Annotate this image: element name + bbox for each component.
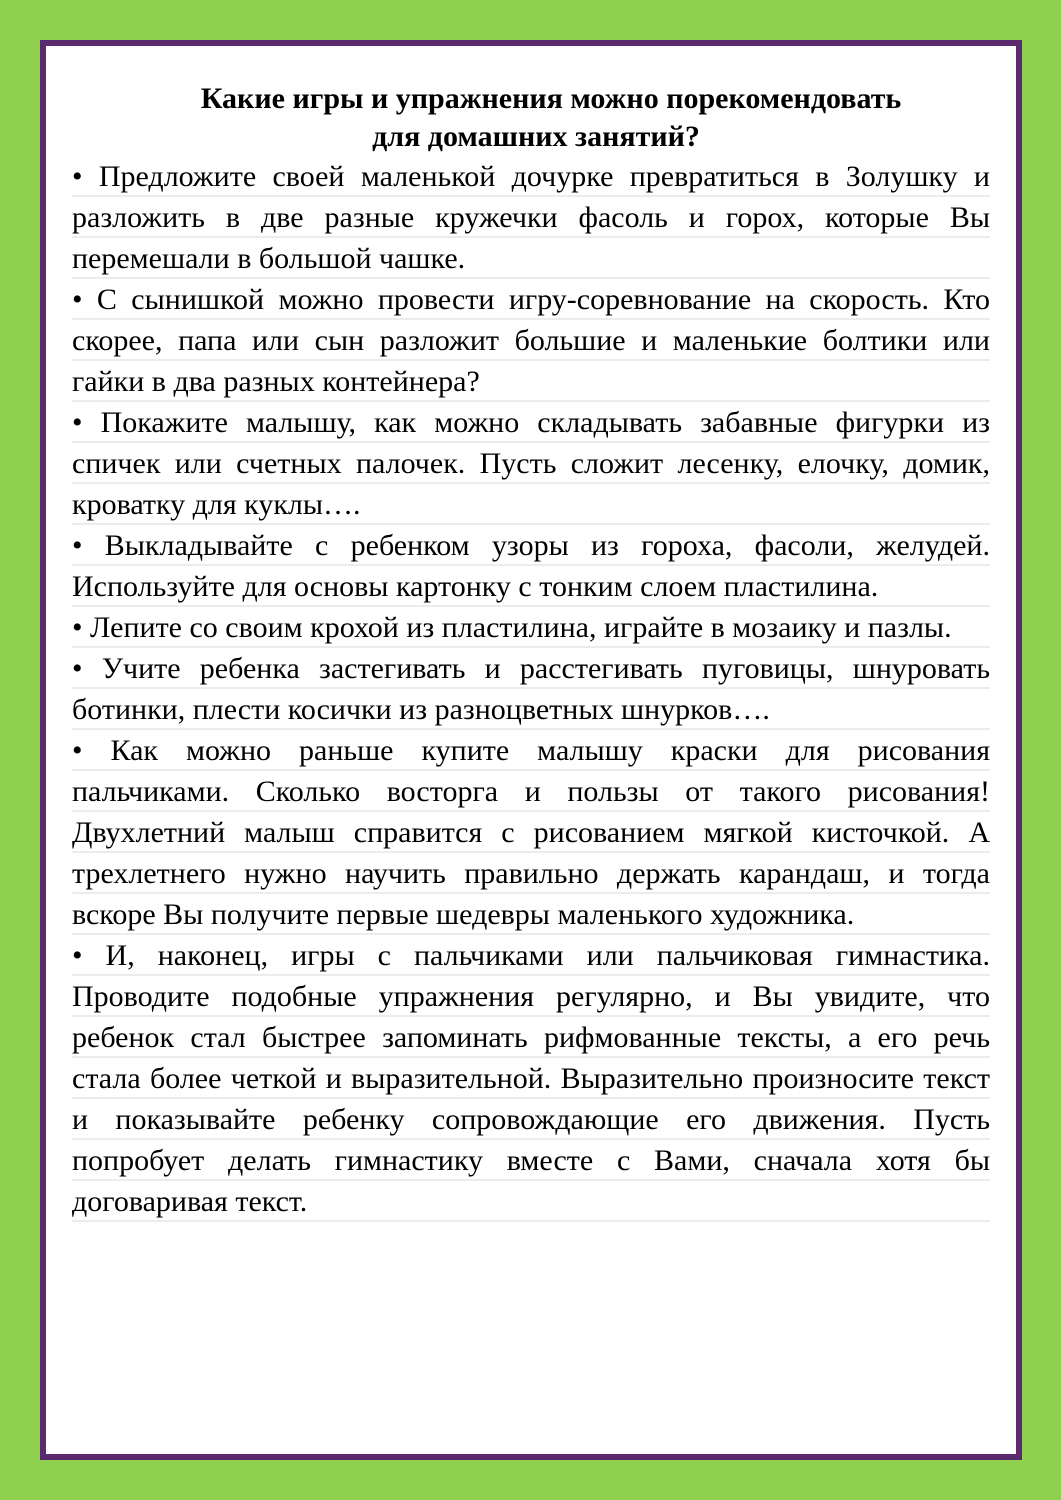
spiral-ornament-icon: [46, 760, 60, 774]
spiral-ornament-icon: [515, 46, 529, 60]
spiral-ornament-icon: [834, 1438, 848, 1452]
spiral-ornament-icon: [465, 46, 479, 60]
spiral-ornament-icon: [1000, 428, 1014, 442]
spiral-ornament-icon: [331, 1438, 345, 1452]
paragraph: • Предложите своей маленькой дочурке превратиться в Золушку и разложить в две разные кружечки фасоль и горох, которые Вы перемешали в большой чашке.: [72, 156, 990, 279]
spiral-ornament-icon: [1000, 1125, 1014, 1139]
spiral-ornament-icon: [1000, 378, 1014, 392]
spiral-ornament-icon: [432, 1438, 446, 1452]
spiral-ornament-icon: [1000, 328, 1014, 342]
spiral-ornament-icon: [46, 975, 60, 989]
spiral-ornament-icon: [180, 1438, 194, 1452]
spiral-ornament-icon: [1000, 1423, 1014, 1437]
spiral-ornament-icon: [46, 195, 60, 209]
spiral-ornament-icon: [851, 46, 865, 60]
spiral-ornament-icon: [46, 677, 60, 691]
spiral-ornament-icon: [599, 1438, 613, 1452]
spiral-ornament-icon: [46, 843, 60, 857]
spiral-ornament-icon: [113, 1438, 127, 1452]
spiral-ornament-icon: [1000, 760, 1014, 774]
border-right-spirals: [1000, 46, 1016, 1454]
spiral-ornament-icon: [46, 793, 60, 807]
spiral-ornament-icon: [985, 1438, 999, 1452]
spiral-ornament-icon: [465, 1438, 479, 1452]
spiral-ornament-icon: [1000, 195, 1014, 209]
spiral-ornament-icon: [46, 345, 60, 359]
spiral-ornament-icon: [1000, 1307, 1014, 1321]
spiral-ornament-icon: [616, 46, 630, 60]
spiral-ornament-icon: [1000, 1340, 1014, 1354]
spiral-ornament-icon: [1000, 693, 1014, 707]
spiral-ornament-icon: [46, 876, 60, 890]
spiral-ornament-icon: [46, 162, 60, 176]
spiral-ornament-icon: [549, 46, 563, 60]
spiral-ornament-icon: [365, 46, 379, 60]
spiral-ornament-icon: [499, 46, 513, 60]
spiral-ornament-icon: [1000, 179, 1014, 193]
spiral-ornament-icon: [817, 1438, 831, 1452]
spiral-ornament-icon: [247, 46, 261, 60]
spiral-ornament-icon: [46, 129, 60, 143]
spiral-ornament-icon: [46, 179, 60, 193]
spiral-ornament-icon: [482, 46, 496, 60]
spiral-ornament-icon: [1000, 1274, 1014, 1288]
spiral-ornament-icon: [1000, 46, 1014, 60]
spiral-ornament-icon: [633, 46, 647, 60]
spiral-ornament-icon: [46, 1191, 60, 1205]
spiral-ornament-icon: [700, 1438, 714, 1452]
spiral-ornament-icon: [1000, 560, 1014, 574]
spiral-ornament-icon: [1000, 461, 1014, 475]
spiral-ornament-icon: [80, 46, 94, 60]
spiral-ornament-icon: [46, 312, 60, 326]
spiral-ornament-icon: [1000, 477, 1014, 491]
spiral-ornament-icon: [197, 46, 211, 60]
spiral-ornament-icon: [1000, 1357, 1014, 1371]
spiral-ornament-icon: [1000, 1191, 1014, 1205]
spiral-ornament-icon: [1000, 594, 1014, 608]
spiral-ornament-icon: [1000, 63, 1014, 77]
spiral-ornament-icon: [281, 1438, 295, 1452]
border-bottom-spirals: [46, 1438, 1016, 1454]
spiral-ornament-icon: [784, 46, 798, 60]
spiral-ornament-icon: [1000, 1224, 1014, 1238]
spiral-ornament-icon: [1000, 295, 1014, 309]
spiral-ornament-icon: [1000, 444, 1014, 458]
spiral-ornament-icon: [1000, 1407, 1014, 1421]
spiral-ornament-icon: [46, 527, 60, 541]
spiral-ornament-icon: [46, 560, 60, 574]
spiral-ornament-icon: [281, 46, 295, 60]
spiral-ornament-icon: [1000, 726, 1014, 740]
spiral-ornament-icon: [633, 1438, 647, 1452]
spiral-ornament-icon: [46, 1324, 60, 1338]
spiral-ornament-icon: [868, 46, 882, 60]
title-line-1: Какие игры и упражнения можно порекомендовать: [200, 82, 902, 115]
spiral-ornament-icon: [901, 46, 915, 60]
spiral-ornament-icon: [1000, 361, 1014, 375]
spiral-ornament-icon: [264, 46, 278, 60]
spiral-ornament-icon: [700, 46, 714, 60]
spiral-ornament-icon: [46, 212, 60, 226]
spiral-ornament-icon: [750, 1438, 764, 1452]
spiral-ornament-icon: [46, 378, 60, 392]
spiral-ornament-icon: [1000, 1158, 1014, 1172]
spiral-ornament-icon: [46, 909, 60, 923]
spiral-ornament-icon: [46, 79, 60, 93]
spiral-ornament-icon: [113, 46, 127, 60]
spiral-ornament-icon: [1000, 394, 1014, 408]
spiral-ornament-icon: [163, 1438, 177, 1452]
spiral-ornament-icon: [46, 610, 60, 624]
spiral-ornament-icon: [532, 46, 546, 60]
spiral-ornament-icon: [650, 46, 664, 60]
paragraph: • С сынишкой можно провести игру-соревнование на скорость. Кто скорее, папа или сын разложит большие и маленькие болтики или гайки в два разных контейнера?: [72, 279, 990, 402]
spiral-ornament-icon: [46, 1025, 60, 1039]
spiral-ornament-icon: [46, 1042, 60, 1056]
spiral-ornament-icon: [46, 809, 60, 823]
spiral-ornament-icon: [46, 262, 60, 276]
document-title: [66, 80, 996, 156]
spiral-ornament-icon: [784, 1438, 798, 1452]
spiral-ornament-icon: [80, 1438, 94, 1452]
paragraph: • Учите ребенка застегивать и расстегивать пуговицы, шнуровать ботинки, плести косички из разноцветных шнурков….: [72, 648, 990, 730]
spiral-ornament-icon: [46, 63, 60, 77]
spiral-ornament-icon: [46, 1174, 60, 1188]
spiral-ornament-icon: [1000, 146, 1014, 160]
spiral-ornament-icon: [46, 245, 60, 259]
spiral-ornament-icon: [750, 46, 764, 60]
spiral-ornament-icon: [901, 1438, 915, 1452]
spiral-ornament-icon: [46, 859, 60, 873]
spiral-ornament-icon: [398, 46, 412, 60]
spiral-ornament-icon: [46, 544, 60, 558]
spiral-ornament-icon: [1000, 494, 1014, 508]
spiral-ornament-icon: [1000, 793, 1014, 807]
spiral-ornament-icon: [147, 1438, 161, 1452]
spiral-ornament-icon: [46, 411, 60, 425]
spiral-ornament-icon: [1000, 975, 1014, 989]
spiral-ornament-icon: [264, 1438, 278, 1452]
spiral-ornament-icon: [968, 1438, 982, 1452]
spiral-ornament-icon: [767, 46, 781, 60]
spiral-ornament-icon: [1000, 710, 1014, 724]
spiral-ornament-icon: [733, 46, 747, 60]
spiral-ornament-icon: [46, 925, 60, 939]
spiral-ornament-icon: [46, 1224, 60, 1238]
spiral-ornament-icon: [365, 1438, 379, 1452]
spiral-ornament-icon: [1000, 776, 1014, 790]
spiral-ornament-icon: [1000, 1324, 1014, 1338]
spiral-ornament-icon: [46, 1407, 60, 1421]
spiral-ornament-icon: [1000, 1374, 1014, 1388]
spiral-ornament-icon: [951, 1438, 965, 1452]
spiral-ornament-icon: [717, 46, 731, 60]
spiral-ornament-icon: [46, 46, 60, 60]
spiral-ornament-icon: [1000, 79, 1014, 93]
spiral-ornament-icon: [46, 660, 60, 674]
spiral-ornament-icon: [331, 46, 345, 60]
spiral-ornament-icon: [1000, 1257, 1014, 1271]
spiral-ornament-icon: [63, 1438, 77, 1452]
spiral-ornament-icon: [717, 1438, 731, 1452]
spiral-ornament-icon: [1000, 112, 1014, 126]
spiral-ornament-icon: [46, 776, 60, 790]
spiral-ornament-icon: [482, 1438, 496, 1452]
spiral-ornament-icon: [817, 46, 831, 60]
spiral-ornament-icon: [666, 46, 680, 60]
spiral-ornament-icon: [130, 46, 144, 60]
spiral-ornament-icon: [197, 1438, 211, 1452]
spiral-ornament-icon: [130, 1438, 144, 1452]
spiral-ornament-icon: [46, 743, 60, 757]
spiral-ornament-icon: [46, 1291, 60, 1305]
spiral-ornament-icon: [1000, 992, 1014, 1006]
spiral-ornament-icon: [63, 46, 77, 60]
spiral-ornament-icon: [1000, 1091, 1014, 1105]
spiral-ornament-icon: [247, 1438, 261, 1452]
paragraph: • Выкладывайте с ребенком узоры из гороха, фасоли, желудей. Используйте для основы картонку с тонким слоем пластилина.: [72, 525, 990, 607]
spiral-ornament-icon: [583, 1438, 597, 1452]
spiral-ornament-icon: [1000, 1291, 1014, 1305]
spiral-ornament-icon: [1000, 1058, 1014, 1072]
spiral-ornament-icon: [1000, 229, 1014, 243]
spiral-ornament-icon: [1000, 1208, 1014, 1222]
spiral-ornament-icon: [46, 942, 60, 956]
spiral-ornament-icon: [566, 1438, 580, 1452]
spiral-ornament-icon: [46, 494, 60, 508]
spiral-ornament-icon: [1000, 892, 1014, 906]
spiral-ornament-icon: [46, 1108, 60, 1122]
spiral-ornament-icon: [868, 1438, 882, 1452]
spiral-ornament-icon: [46, 112, 60, 126]
spiral-ornament-icon: [46, 229, 60, 243]
spiral-ornament-icon: [180, 46, 194, 60]
spiral-ornament-icon: [46, 394, 60, 408]
spiral-ornament-icon: [1000, 677, 1014, 691]
spiral-ornament-icon: [230, 46, 244, 60]
spiral-ornament-icon: [800, 1438, 814, 1452]
spiral-ornament-icon: [230, 1438, 244, 1452]
spiral-ornament-icon: [683, 1438, 697, 1452]
spiral-ornament-icon: [214, 46, 228, 60]
spiral-ornament-icon: [549, 1438, 563, 1452]
spiral-ornament-icon: [46, 328, 60, 342]
spiral-ornament-icon: [599, 46, 613, 60]
spiral-ornament-icon: [46, 892, 60, 906]
spiral-ornament-icon: [985, 46, 999, 60]
spiral-ornament-icon: [834, 46, 848, 60]
spiral-ornament-icon: [46, 693, 60, 707]
spiral-ornament-icon: [515, 1438, 529, 1452]
spiral-ornament-icon: [1000, 262, 1014, 276]
spiral-ornament-icon: [46, 96, 60, 110]
spiral-ornament-icon: [46, 295, 60, 309]
spiral-ornament-icon: [1000, 627, 1014, 641]
spiral-ornament-icon: [381, 46, 395, 60]
spiral-ornament-icon: [1000, 544, 1014, 558]
title-line-2: для домашних занятий?: [372, 120, 700, 153]
spiral-ornament-icon: [46, 1241, 60, 1255]
spiral-ornament-icon: [1000, 1008, 1014, 1022]
document-body: [72, 156, 990, 1222]
spiral-ornament-icon: [448, 1438, 462, 1452]
spiral-ornament-icon: [951, 46, 965, 60]
spiral-ornament-icon: [1000, 942, 1014, 956]
spiral-ornament-icon: [1000, 577, 1014, 591]
spiral-ornament-icon: [1000, 1390, 1014, 1404]
spiral-ornament-icon: [46, 992, 60, 1006]
paragraph: • Как можно раньше купите малышу краски для рисования пальчиками. Сколько восторга и пользы от такого рисования! Двухлетний малыш справится с рисованием мягкой кисточкой. А трехлетнего нужно научить правильно держать карандаш, и тогда вскоре Вы получите первые шедевры маленького художника.: [72, 730, 990, 935]
spiral-ornament-icon: [1000, 843, 1014, 857]
spiral-ornament-icon: [1000, 162, 1014, 176]
spiral-ornament-icon: [46, 643, 60, 657]
spiral-ornament-icon: [46, 1208, 60, 1222]
spiral-ornament-icon: [532, 1438, 546, 1452]
spiral-ornament-icon: [1000, 909, 1014, 923]
spiral-ornament-icon: [1000, 1174, 1014, 1188]
spiral-ornament-icon: [46, 826, 60, 840]
spiral-ornament-icon: [214, 1438, 228, 1452]
spiral-ornament-icon: [884, 1438, 898, 1452]
paragraph: • И, наконец, игры с пальчиками или пальчиковая гимнастика. Проводите подобные упражнения регулярно, и Вы увидите, что ребенок стал быстрее запоминать рифмованные тексты, а его речь стала более четкой и выразительной. Выразительно произносите текст и показывайте ребенку сопровождающие его движения. Пусть попробует делать гимнастику вместе с Вами, сначала хотя бы договаривая текст.: [72, 935, 990, 1222]
spiral-ornament-icon: [1000, 411, 1014, 425]
spiral-ornament-icon: [46, 1091, 60, 1105]
spiral-ornament-icon: [666, 1438, 680, 1452]
border-left-spirals: [46, 46, 62, 1454]
spiral-ornament-icon: [1000, 1075, 1014, 1089]
spiral-ornament-icon: [918, 1438, 932, 1452]
spiral-ornament-icon: [46, 1125, 60, 1139]
spiral-ornament-icon: [1000, 1108, 1014, 1122]
spiral-ornament-icon: [1000, 643, 1014, 657]
spiral-ornament-icon: [348, 46, 362, 60]
spiral-ornament-icon: [46, 1075, 60, 1089]
spiral-ornament-icon: [1000, 826, 1014, 840]
spiral-ornament-icon: [1000, 511, 1014, 525]
spiral-ornament-icon: [147, 46, 161, 60]
spiral-ornament-icon: [46, 1357, 60, 1371]
spiral-ornament-icon: [46, 1058, 60, 1072]
spiral-ornament-icon: [1000, 1042, 1014, 1056]
spiral-ornament-icon: [46, 959, 60, 973]
spiral-ornament-icon: [566, 46, 580, 60]
spiral-ornament-icon: [46, 1257, 60, 1271]
spiral-ornament-icon: [163, 46, 177, 60]
spiral-ornament-icon: [46, 710, 60, 724]
paragraph: • Покажите малышу, как можно складывать забавные фигурки из спичек или счетных палочек. Пусть сложит лесенку, елочку, домик, кроватку для куклы….: [72, 402, 990, 525]
spiral-ornament-icon: [935, 1438, 949, 1452]
spiral-ornament-icon: [1000, 527, 1014, 541]
spiral-ornament-icon: [1000, 876, 1014, 890]
spiral-ornament-icon: [415, 46, 429, 60]
spiral-ornament-icon: [1000, 312, 1014, 326]
spiral-ornament-icon: [1000, 1025, 1014, 1039]
spiral-ornament-icon: [1000, 1241, 1014, 1255]
spiral-ornament-icon: [1000, 129, 1014, 143]
spiral-ornament-icon: [432, 46, 446, 60]
spiral-ornament-icon: [46, 1141, 60, 1155]
spiral-ornament-icon: [1000, 96, 1014, 110]
spiral-ornament-icon: [46, 577, 60, 591]
spiral-ornament-icon: [46, 627, 60, 641]
spiral-ornament-icon: [46, 428, 60, 442]
spiral-ornament-icon: [46, 477, 60, 491]
spiral-ornament-icon: [46, 1274, 60, 1288]
spiral-ornament-icon: [46, 1158, 60, 1172]
border-top-spirals: [46, 46, 1016, 62]
spiral-ornament-icon: [46, 1390, 60, 1404]
spiral-ornament-icon: [46, 1307, 60, 1321]
spiral-ornament-icon: [46, 444, 60, 458]
spiral-ornament-icon: [46, 146, 60, 160]
spiral-ornament-icon: [448, 46, 462, 60]
spiral-ornament-icon: [348, 1438, 362, 1452]
spiral-ornament-icon: [851, 1438, 865, 1452]
spiral-ornament-icon: [1000, 809, 1014, 823]
spiral-ornament-icon: [733, 1438, 747, 1452]
spiral-ornament-icon: [96, 1438, 110, 1452]
paragraph: • Лепите со своим крохой из пластилина, играйте в мозаику и пазлы.: [72, 607, 990, 648]
spiral-ornament-icon: [398, 1438, 412, 1452]
spiral-ornament-icon: [46, 726, 60, 740]
spiral-ornament-icon: [381, 1438, 395, 1452]
spiral-ornament-icon: [1000, 278, 1014, 292]
spiral-ornament-icon: [583, 46, 597, 60]
spiral-ornament-icon: [46, 461, 60, 475]
spiral-ornament-icon: [46, 278, 60, 292]
spiral-ornament-icon: [499, 1438, 513, 1452]
spiral-ornament-icon: [1000, 859, 1014, 873]
spiral-ornament-icon: [1000, 660, 1014, 674]
spiral-ornament-icon: [46, 1440, 60, 1454]
spiral-ornament-icon: [968, 46, 982, 60]
spiral-ornament-icon: [46, 511, 60, 525]
spiral-ornament-icon: [1000, 1141, 1014, 1155]
spiral-ornament-icon: [46, 594, 60, 608]
spiral-ornament-icon: [314, 1438, 328, 1452]
spiral-ornament-icon: [46, 1423, 60, 1437]
spiral-ornament-icon: [1000, 743, 1014, 757]
document-page: [66, 66, 996, 1434]
spiral-ornament-icon: [1000, 345, 1014, 359]
spiral-ornament-icon: [767, 1438, 781, 1452]
spiral-ornament-icon: [683, 46, 697, 60]
spiral-ornament-icon: [800, 46, 814, 60]
spiral-ornament-icon: [46, 1008, 60, 1022]
spiral-ornament-icon: [1000, 925, 1014, 939]
spiral-ornament-icon: [918, 46, 932, 60]
spiral-ornament-icon: [46, 1340, 60, 1354]
spiral-ornament-icon: [1000, 212, 1014, 226]
spiral-ornament-icon: [46, 361, 60, 375]
spiral-ornament-icon: [616, 1438, 630, 1452]
spiral-ornament-icon: [1000, 959, 1014, 973]
spiral-ornament-icon: [96, 46, 110, 60]
spiral-ornament-icon: [935, 46, 949, 60]
spiral-ornament-icon: [1000, 610, 1014, 624]
spiral-ornament-icon: [1000, 1440, 1014, 1454]
spiral-ornament-icon: [650, 1438, 664, 1452]
spiral-ornament-icon: [415, 1438, 429, 1452]
spiral-ornament-icon: [314, 46, 328, 60]
spiral-ornament-icon: [46, 1374, 60, 1388]
spiral-ornament-icon: [297, 46, 311, 60]
spiral-ornament-icon: [297, 1438, 311, 1452]
spiral-ornament-icon: [1000, 245, 1014, 259]
spiral-ornament-icon: [884, 46, 898, 60]
